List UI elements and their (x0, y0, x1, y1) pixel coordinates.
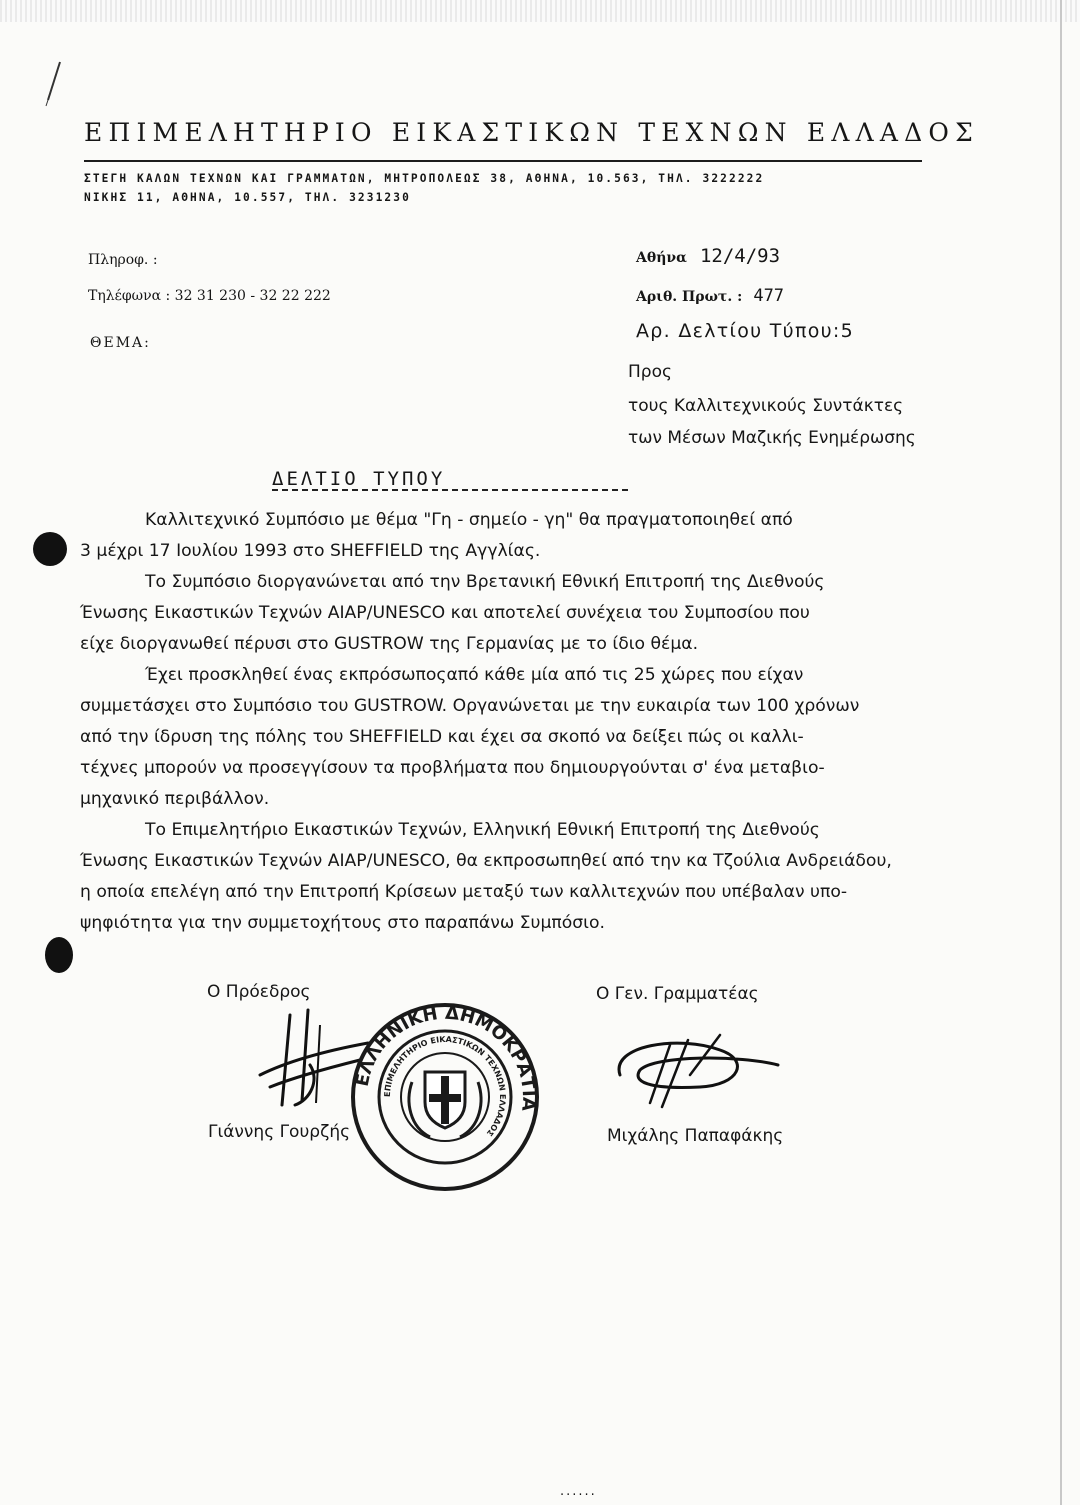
punch-hole (33, 532, 67, 566)
president-title: Ο Πρόεδρος (207, 982, 311, 1002)
body-line (80, 877, 960, 908)
body-line-text: 3 μέχρι 17 Ιουλίου 1993 στο SHEFFIELD της Αγγλίας. (80, 541, 541, 561)
protocol-field (636, 286, 784, 306)
protocol-value: 477 (753, 286, 785, 306)
recipient-line-2: των Μέσων Μαζικής Ενημέρωσης (628, 428, 916, 448)
punch-hole (45, 937, 73, 973)
letterhead-divider (84, 160, 922, 162)
body-line-text: Το Συμπόσιο διοργανώνεται από την Βρετανική Εθνική Επιτροπή της Διεθνούς (145, 572, 825, 592)
body-line-text: συμμετάσχει στο Συμπόσιο του GUSTROW. Οργανώνεται με την ευκαιρία των 100 χρόνων (80, 696, 860, 716)
body-line-text: από την ίδρυση της πόλης του SHEFFIELD και έχει σα σκοπό να δείξει πώς οι καλλι- (80, 727, 804, 747)
body-line-text: η οποία επελέγη από την Επιτροπή Κρίσεων μεταξύ των καλλιτεχνών που υπέβαλαν υπο- (80, 882, 848, 902)
footer-dots: ...... (560, 1484, 597, 1499)
title-underline (272, 489, 628, 491)
seal-outer-text: ΕΛΛΗΝΙΚΗ ΔΗΜΟΚΡΑΤΙΑ (351, 1002, 540, 1112)
secretary-title: Ο Γεν. Γραμματέας (596, 984, 759, 1004)
seal-inner-text: ΕΠΙΜΕΛΗΤΗΡΙΟ ΕΙΚΑΣΤΙΚΩΝ ΤΕΧΝΩΝ ΕΛΛΑΔΟΣ (382, 1034, 508, 1138)
official-seal-icon (350, 1002, 540, 1192)
body-line (80, 815, 960, 846)
body-line (80, 722, 960, 753)
body-line (80, 598, 960, 629)
recipient-line-1: τους Καλλιτεχνικούς Συντάκτες (628, 396, 904, 416)
body-line (80, 567, 960, 598)
body-line-text: Καλλιτεχνικό Συμπόσιο με θέμα "Γη - σημείο - γη" θα πραγματοποιηθεί από (145, 510, 793, 530)
body-line (80, 846, 960, 877)
date-value: 12/4/93 (699, 245, 781, 267)
phones-value: 32 31 230 - 32 22 222 (174, 288, 331, 304)
body-line-text: Ένωσης Εικαστικών Τεχνών AIAP/UNESCO, θα εκπροσωπηθεί από την κα Τζούλια Ανδρειάδου, (80, 851, 892, 871)
president-name: Γιάννης Γουρζής (208, 1122, 351, 1142)
date-field (636, 245, 780, 267)
body-line-text: Ένωσης Εικαστικών Τεχνών AIAP/UNESCO και αποτελεί συνέχεια του Συμποσίου που (80, 603, 810, 623)
secretary-name: Μιχάλης Παπαφάκης (607, 1126, 784, 1146)
body-line (80, 753, 960, 784)
info-label: Πληροφ. : (88, 252, 158, 268)
body-line (80, 660, 960, 691)
pen-mark-icon (38, 58, 68, 108)
body-line (80, 536, 960, 567)
body-line (80, 784, 960, 815)
scan-edge (0, 0, 1080, 22)
bulletin-number: Αρ. Δελτίου Τύπου:5 (636, 320, 855, 342)
body-line (80, 505, 960, 536)
subject-label: ΘΕΜΑ: (90, 335, 151, 351)
body-line-text: Έχει προσκληθεί ένας εκπρόσωποςαπό κάθε μία από τις 25 χώρες που είχαν (145, 665, 804, 685)
document-title: ΔΕΛΤΙΟ ΤΥΠΟΥ (272, 468, 446, 490)
body-line (80, 629, 960, 660)
phones-label: Τηλέφωνα : (88, 288, 171, 304)
body-line-text: ψηφιότητα για την συμμετοχήτους στο παραπάνω Συμπόσιο. (80, 913, 605, 933)
recipient-prefix: Προς (628, 362, 672, 382)
address-line-2: ΝΙΚΗΣ 11, ΑΘΗΝΑ, 10.557, ΤΗΛ. 3231230 (84, 191, 411, 204)
secretary-signature-icon (600, 1015, 790, 1115)
body-line (80, 691, 960, 722)
address-line-1: ΣΤΕΓΗ ΚΑΛΩΝ ΤΕΧΝΩΝ ΚΑΙ ΓΡΑΜΜΑΤΩΝ, ΜΗΤΡΟΠΟΛΕΩΣ 38, ΑΘΗΝΑ, 10.563, ΤΗΛ. 3222222 (84, 172, 765, 185)
page-edge-line (1060, 0, 1062, 1505)
body-line-text: είχε διοργανωθεί πέρυσι στο GUSTROW της Γερμανίας με το ίδιο θέμα. (80, 634, 699, 654)
body-text (80, 505, 960, 939)
protocol-label: Αριθ. Πρωτ. : (636, 289, 743, 305)
body-line (80, 908, 960, 939)
body-line-text: τέχνες μπορούν να προσεγγίσουν τα προβλήματα που δημιουργούνται σ' ένα μεταβιο- (80, 758, 825, 778)
phones-field (88, 288, 331, 304)
organization-title: ΕΠΙΜΕΛΗΤΗΡΙΟ ΕΙΚΑΣΤΙΚΩΝ ΤΕΧΝΩΝ ΕΛΛΑΔΟΣ (84, 118, 979, 147)
city-label: Αθήνα (636, 250, 687, 266)
body-line-text: Το Επιμελητήριο Εικαστικών Τεχνών, Ελληνική Εθνική Επιτροπή της Διεθνούς (145, 820, 820, 840)
body-line-text: μηχανικό περιβάλλον. (80, 789, 270, 809)
